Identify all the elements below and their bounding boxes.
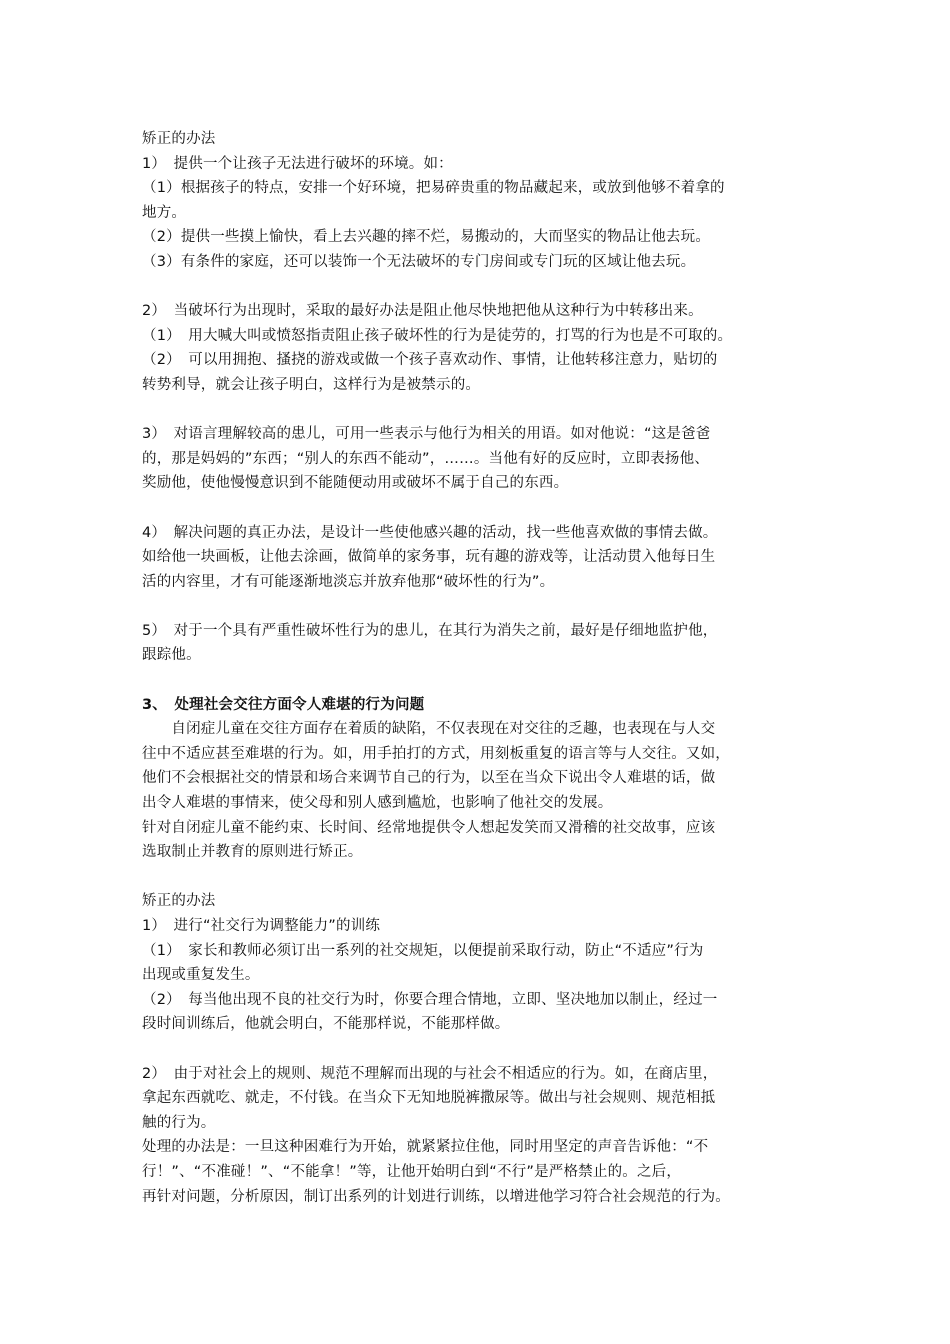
text-line: 1） 提供一个让孩子无法进行破坏的环境。如： [142,155,453,172]
text-line: 2） 当破坏行为出现时，采取的最好办法是阻止他尽快地把他从这种行为中转移出来。 [142,303,703,320]
text-line: 奖励他，使他慢慢意识到不能随便动用或破坏不属于自己的东西。 [142,475,569,492]
text-line: 针对自闭症儿童不能约束、长时间、经常地提供令人想起发笑而又滑稽的社交故事，应该 [142,819,716,836]
text-line: 地方。 [142,204,187,221]
text-line: 触的行为。 [142,1114,216,1131]
text-line: 往中不适应甚至难堪的行为。如，用手拍打的方式，用刻板重复的语言等与人交往。又如， [142,745,730,762]
text-line: 段时间训练后，他就会明白，不能那样说，不能那样做。 [142,1016,510,1033]
text-line: （1） 用大喊大叫或愤怒指责阻止孩子破坏性的行为是徒劳的，打骂的行为也是不可取的。 [142,327,733,344]
text-line: 矫正的办法 [142,893,216,910]
text-line: 跟踪他。 [142,647,201,664]
text-line: （1） 家长和教师必须订出一系列的社交规矩，以便提前采取行动，防止“不适应”行为 [142,942,704,959]
document-body [142,127,822,1209]
text-line: 自闭症儿童在交往方面存在着质的缺陷，不仅表现在对交往的乏趣，也表现在与人交 [142,721,716,738]
text-line: 出现或重复发生。 [142,967,260,984]
text-line: 他们不会根据社交的情景和场合来调节自己的行为，以至在当众下说出令人难堪的话，做 [142,770,716,787]
blank-line [142,668,822,693]
text-line: 2） 由于对社会上的规则、规范不理解而出现的与社会不相适应的行为。如，在商店里， [142,1065,718,1082]
text-line: 3） 对语言理解较高的患儿，可用一些表示与他行为相关的用语。如对他说：“这是爸爸 [142,426,711,443]
text-line: （2）提供一些摸上愉快，看上去兴趣的摔不烂，易搬动的，大而坚实的物品让他去玩。 [142,229,711,246]
text-line: （2） 每当他出现不良的社交行为时，你要合理合情地，立即、坚决地加以制止，经过一 [142,991,718,1008]
text-line: 处理的办法是：一旦这种困难行为开始，就紧紧拉住他，同时用坚定的声音告诉他：“不 [142,1139,709,1156]
text-line: 选取制止并教育的原则进行矫正。 [142,844,363,861]
text-line: （2） 可以用拥抱、搔挠的游戏或做一个孩子喜欢动作、事情，让他转移注意力，贴切的 [142,352,718,369]
text-line: 矫正的办法 [142,131,216,147]
blank-line [142,1037,822,1062]
text-line: 出令人难堪的事情来，使父母和别人感到尴尬，也影响了他社交的发展。 [142,795,613,812]
blank-line [142,398,822,423]
text-line: 的，那是妈妈的”东西；“别人的东西不能动”，……。当他有好的反应时，立即表扬他、 [142,450,710,467]
text-line: 5） 对于一个具有严重性破坏性行为的患儿，在其行为消失之前，最好是仔细地监护他， [142,622,718,639]
text-line: 4） 解决问题的真正办法，是设计一些使他感兴趣的活动，找一些他喜欢做的事情去做。 [142,524,718,541]
text-line: 行！”、“不准碰！”、“不能拿！”等，让他开始明白到“不行”是严格禁止的。之后， [142,1163,682,1180]
text-line: 1） 进行“社交行为调整能力”的训练 [142,918,381,934]
blank-line [142,275,822,300]
text-line: （1）根据孩子的特点，安排一个好环境，把易碎贵重的物品藏起来，或放到他够不着拿的 [142,180,725,197]
section-heading: 3、 处理社会交往方面令人难堪的行为问题 [142,696,425,713]
blank-line [142,594,822,619]
text-line: 活的内容里，才有可能逐渐地淡忘并放弃他那“破坏性的行为”。 [142,573,555,590]
text-line: 拿起东西就吃、就走，不付钱。在当众下无知地脱裤撒尿等。做出与社会规则、规范相抵 [142,1090,716,1107]
text-line: （3）有条件的家庭，还可以装饰一个无法破坏的专门房间或专门玩的区域让他去玩。 [142,253,696,270]
text-line: 再针对问题，分析原因，制订出系列的计划进行训练，以增进他学习符合社会规范的行为。 [142,1188,730,1205]
blank-line [142,865,822,890]
text-line: 如给他一块画板，让他去涂画，做简单的家务事，玩有趣的游戏等，让活动贯入他每日生 [142,549,716,566]
blank-line [142,496,822,521]
text-line: 转势利导，就会让孩子明白，这样行为是被禁示的。 [142,376,481,393]
